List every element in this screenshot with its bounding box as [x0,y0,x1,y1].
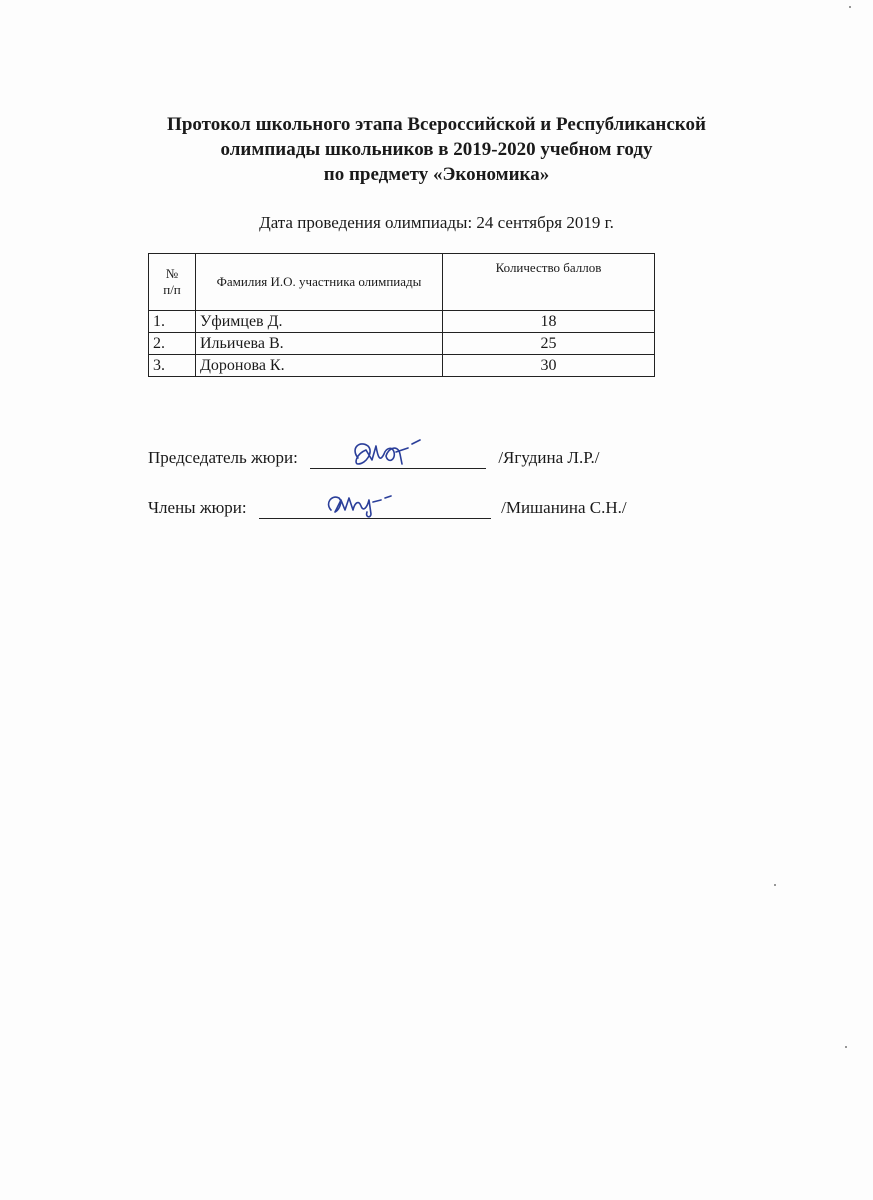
row-participant: Уфимцев Д. [196,311,443,333]
title-line-3: по предмету «Экономика» [323,164,550,185]
scan-speck [774,884,776,886]
row-score: 18 [443,311,655,333]
members-name: /Мишанина С.Н./ [501,498,627,517]
table-header-row [149,254,655,311]
header-number-symbol: № [165,266,179,281]
scan-speck [849,6,851,8]
olympiad-date: Дата проведения олимпиады: 24 сентября 2019 г. [259,213,614,232]
header-number [149,254,196,311]
members-signature-line [259,498,491,519]
members-signature-row [148,497,627,519]
chair-signature-mark [310,434,486,474]
row-score: 30 [443,355,655,377]
title-line-1: Протокол школьного этапа Всероссийской и Республиканской [167,114,706,135]
header-participant: Фамилия И.О. участника олимпиады [196,254,443,311]
row-participant: Ильичева В. [196,333,443,355]
row-number: 1. [149,311,196,333]
row-number: 3. [149,355,196,377]
chair-signature-line [310,448,486,469]
chair-name: /Ягудина Л.Р./ [498,448,600,467]
chair-signature-row [148,447,600,469]
header-number-abbr: п/п [163,282,181,297]
document-title [60,112,813,187]
chair-label: Председатель жюри: [148,448,298,467]
results-table [148,253,655,377]
table-row [149,355,655,377]
row-number: 2. [149,333,196,355]
row-participant: Доронова К. [196,355,443,377]
row-score: 25 [443,333,655,355]
members-label: Члены жюри: [148,498,247,517]
title-line-2: олимпиады школьников в 2019-2020 учебном году [220,139,653,160]
table-row [149,333,655,355]
scan-speck [845,1046,847,1048]
members-signature-mark [259,484,491,524]
header-score: Количество баллов [443,254,655,311]
table-row [149,311,655,333]
